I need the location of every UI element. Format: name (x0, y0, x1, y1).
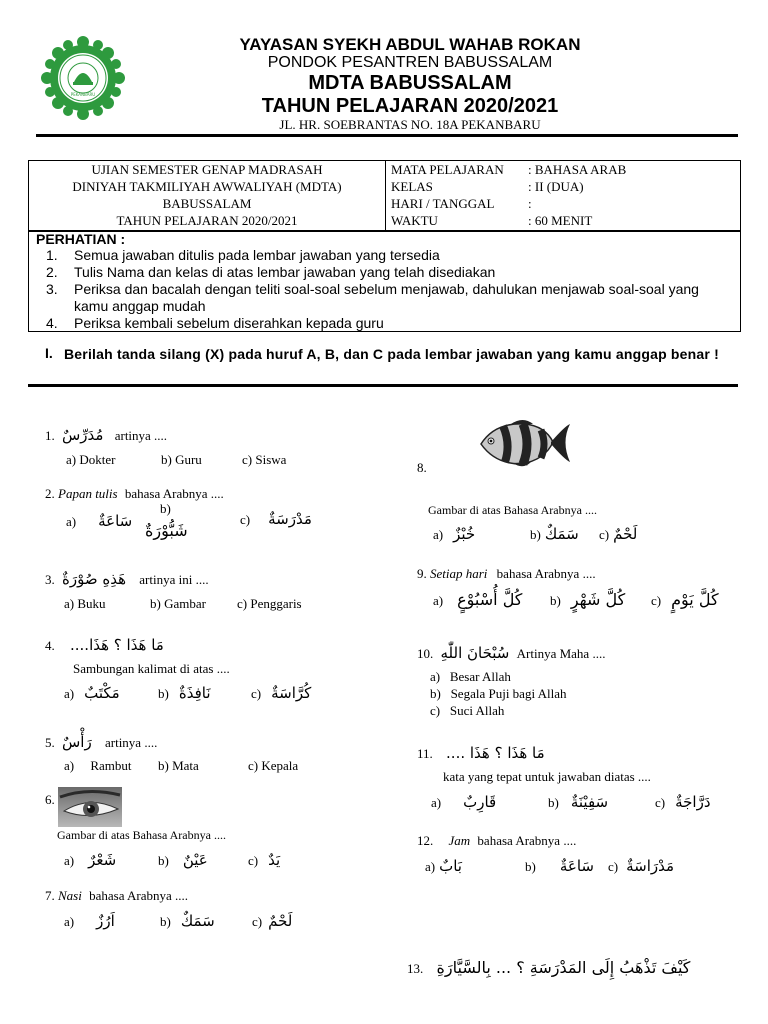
question-11 (417, 744, 545, 762)
question-text: Gambar di atas Bahasa Arabnya .... (428, 503, 597, 517)
option-arabic: سَاعَةٌ (559, 857, 594, 875)
option-label: a) (433, 527, 444, 542)
question-keyword: Papan tulis (58, 486, 118, 501)
arabic-phrase: كَيْفَ تَذْهَبُ إِلَى المَدْرَسَةِ ؟ ... بِالسَّيَّارَةِ (436, 958, 691, 977)
option-a (64, 684, 120, 702)
option-label: c) (252, 914, 263, 929)
option-arabic: سَفِيْنَةٌ (570, 793, 609, 811)
option-arabic: عَيْنٌ (182, 851, 208, 869)
option-label: b) (158, 853, 169, 868)
question-text: bahasa Arabnya .... (477, 833, 577, 848)
field-time (391, 212, 626, 229)
arabic-phrase: مَا هَذَا ؟ هَذَا .... (446, 744, 545, 762)
option-arabic: لَحْمٌ (268, 912, 293, 930)
notice-text: Tulis Nama dan kelas di atas lembar jawaban yang telah disediakan (74, 264, 496, 280)
option-arabic: مَدْرَاسَةٌ (626, 857, 675, 875)
option-arabic: كُلَّ أُسْبُوْعٍ (457, 590, 523, 609)
option-label: a) (64, 686, 75, 701)
option-arabic: كُرَّاسَةٌ (271, 684, 312, 702)
school-name: MDTA BABUSSALAM (308, 72, 512, 94)
exam-title-line: BABUSSALAM (162, 196, 252, 211)
header-rule (36, 134, 738, 137)
option-a (64, 851, 116, 869)
question-keyword: Nasi (58, 888, 82, 903)
notice-num: 3. (46, 281, 58, 297)
field-label: HARI / TANGGAL (391, 196, 495, 211)
option-b: b) Guru (161, 452, 202, 467)
option-label: c) (240, 512, 251, 527)
option-c (651, 590, 719, 609)
notice-text: Periksa kembali sebelum diserahkan kepada guru (74, 315, 384, 331)
option-c (252, 912, 292, 930)
option-c: c) Penggaris (237, 596, 302, 611)
option-b: b) Segala Puji bagi Allah (430, 686, 567, 701)
question-number: 9. (417, 566, 427, 581)
question-number: 3. (45, 572, 55, 587)
option-arabic: مَكْتَبٌ (84, 684, 120, 702)
option-arabic: خُبْزٌ (453, 525, 476, 543)
exam-title-block (30, 161, 384, 229)
option-a: a) Dokter (66, 452, 116, 467)
option-a (433, 525, 475, 543)
field-label: KELAS (391, 179, 433, 194)
option-c: c) Kepala (248, 758, 299, 773)
option-c (248, 851, 280, 869)
option-c: c) Siswa (242, 452, 287, 467)
question-keyword: Setiap hari (430, 566, 488, 581)
option-c (251, 684, 311, 702)
option-label: b) (530, 527, 541, 542)
question-3 (45, 570, 209, 588)
exam-fields (391, 161, 626, 229)
question-number: 6. (45, 792, 55, 807)
option-label: a) (64, 853, 75, 868)
option-arabic: نَافِذَةٌ (178, 684, 211, 702)
academic-year: TAHUN PELAJARAN 2020/2021 (261, 95, 559, 117)
option-arabic: اَرُزٌ (96, 912, 115, 930)
question-number: 2. (45, 486, 55, 501)
option-b (160, 501, 171, 517)
arabic-phrase: مَا هَذَا ؟ هَذَا.... (70, 636, 164, 654)
foundation-name: YAYASAN SYEKH ABDUL WAHAB ROKAN (239, 35, 581, 54)
question-number: 8. (417, 460, 427, 475)
question-text: artinya ini .... (139, 572, 209, 587)
option-c (608, 857, 674, 875)
option-a (433, 590, 522, 609)
arabic-word: رَأْسٌ (62, 733, 92, 751)
exam-info-divider (385, 160, 386, 231)
question-number: 10. (417, 646, 434, 661)
field-value: : 60 MENIT (528, 213, 593, 228)
school-address: JL. HR. SOEBRANTAS NO. 18A PEKANBARU (279, 117, 541, 132)
question-4 (45, 636, 164, 654)
arabic-phrase: هَذِهِ صُوْرَةٌ (62, 570, 126, 588)
question-5 (45, 733, 157, 751)
option-a: a) Rambut (64, 758, 132, 773)
option-arabic: يَدٌ (268, 851, 281, 869)
question-9 (417, 566, 596, 582)
option-arabic: قَارِبٌ (463, 793, 497, 811)
option-label: c) (248, 853, 259, 868)
option-b (530, 525, 579, 543)
option-arabic: سَمَكٌ (544, 525, 579, 543)
option-b: b) Mata (158, 758, 199, 773)
option-arabic: مَدْرَسَةٌ (268, 510, 312, 528)
option-a (66, 512, 132, 530)
field-label: WAKTU (391, 213, 438, 228)
question-number: 11. (417, 746, 433, 761)
question-number: 5. (45, 735, 55, 750)
field-value: : BAHASA ARAB (528, 162, 627, 177)
option-c (599, 525, 637, 543)
option-b: b) Gambar (150, 596, 206, 611)
option-b (550, 590, 625, 609)
option-c: c) Suci Allah (430, 703, 505, 718)
option-b (158, 851, 208, 869)
option-label: b) (550, 593, 561, 608)
option-c (655, 793, 711, 811)
svg-text:PEKANBARU: PEKANBARU (70, 92, 96, 97)
question-text: Sambungan kalimat di atas .... (73, 661, 230, 676)
question-number: 12. (417, 833, 434, 848)
option-a (64, 912, 115, 930)
question-2 (45, 486, 224, 502)
question-text: bahasa Arabnya .... (89, 888, 189, 903)
arabic-word: مُدَرِّسٌ (62, 426, 104, 444)
exam-title-line: UJIAN SEMESTER GENAP MADRASAH (91, 162, 323, 177)
option-arabic: كُلَّ يَوْمٍ (671, 590, 719, 609)
section-number: I. (45, 345, 53, 361)
option-label: c) (655, 795, 666, 810)
field-subject (391, 161, 626, 178)
option-label: b) (160, 501, 171, 516)
option-arabic: لَحْمٌ (613, 525, 638, 543)
arabic-phrase: سُبْحَانَ اللّٰهِ (440, 644, 510, 662)
field-date (391, 195, 626, 212)
notice-text: Semua jawaban ditulis pada lembar jawaban yang tersedia (74, 247, 440, 263)
question-number: 7. (45, 888, 55, 903)
option-label: c) (651, 593, 662, 608)
option-arabic: شَعْرٌ (88, 851, 117, 869)
option-a (425, 857, 462, 875)
question-number: 1. (45, 428, 55, 443)
exam-title-line: TAHUN PELAJARAN 2020/2021 (116, 213, 298, 228)
question-7 (45, 888, 188, 904)
fish-image (475, 416, 571, 470)
field-value: : II (DUA) (528, 179, 584, 194)
option-arabic: بَابٌ (439, 857, 462, 875)
question-number: 4. (45, 638, 55, 653)
question-text: Gambar di atas Bahasa Arabnya .... (57, 828, 226, 842)
notice-item (46, 281, 736, 315)
notice-text: Periksa dan bacalah dengan teliti soal-soal sebelum menjawab, dahulukan menjawab soal-soal yang kamu anggap mudah (74, 281, 699, 314)
option-b (160, 912, 215, 930)
section-rule (28, 384, 738, 387)
question-text: artinya .... (104, 735, 158, 750)
notice-num: 1. (46, 247, 58, 263)
question-text: artinya .... (114, 428, 168, 443)
question-keyword: Jam (448, 833, 471, 848)
school-logo (38, 36, 128, 120)
question-text: kata yang tepat untuk jawaban diatas .... (443, 769, 651, 784)
notice-item (46, 315, 736, 332)
question-12 (417, 833, 576, 849)
option-arabic: سَمَكٌ (180, 912, 215, 930)
option-label: a) (431, 795, 442, 810)
question-1 (45, 426, 167, 444)
option-label: b) (160, 914, 171, 929)
notice-item (46, 247, 736, 264)
option-a: a) Buku (64, 596, 106, 611)
option-arabic: شَبُّوْرَةٌ (145, 521, 188, 540)
option-label: c) (599, 527, 610, 542)
option-b (158, 684, 211, 702)
option-label: b) (525, 859, 536, 874)
field-class (391, 178, 626, 195)
question-text: Artinya Maha .... (516, 646, 606, 661)
question-number: 13. (407, 961, 424, 976)
notice-list (46, 247, 736, 332)
notice-num: 2. (46, 264, 58, 280)
notice-num: 4. (46, 315, 58, 331)
option-b (525, 857, 594, 875)
option-arabic: سَاعَةٌ (98, 512, 133, 530)
option-c (240, 510, 312, 528)
option-label: c) (251, 686, 262, 701)
option-label: c) (608, 859, 619, 874)
option-label: a) (64, 914, 75, 929)
option-arabic: كُلَّ شَهْرٍ (570, 590, 626, 609)
option-a: a) Besar Allah (430, 669, 511, 684)
notice-item (46, 264, 736, 281)
option-label: a) (425, 859, 436, 874)
pesantren-name: PONDOK PESANTREN BABUSSALAM (267, 54, 553, 71)
option-label: a) (66, 514, 77, 529)
question-10 (417, 644, 605, 662)
option-b (548, 793, 608, 811)
option-a (431, 793, 496, 811)
question-13 (407, 958, 690, 977)
eye-image (58, 787, 122, 827)
notice-title: PERHATIAN : (36, 231, 126, 247)
option-label: b) (158, 686, 169, 701)
question-text: bahasa Arabnya .... (496, 566, 596, 581)
question-text: bahasa Arabnya .... (124, 486, 224, 501)
option-b-arabic (145, 521, 188, 540)
option-label: a) (433, 593, 444, 608)
exam-title-line: DINIYAH TAKMILIYAH AWWALIYAH (MDTA) (72, 179, 342, 194)
option-arabic: دَرَّاجَةٌ (675, 793, 711, 811)
field-value: : (528, 196, 532, 211)
field-label: MATA PELAJARAN (391, 162, 504, 177)
section-instruction: Berilah tanda silang (X) pada huruf A, B, dan C pada lembar jawaban yang kamu anggap benar ! (64, 346, 720, 362)
option-label: b) (548, 795, 559, 810)
